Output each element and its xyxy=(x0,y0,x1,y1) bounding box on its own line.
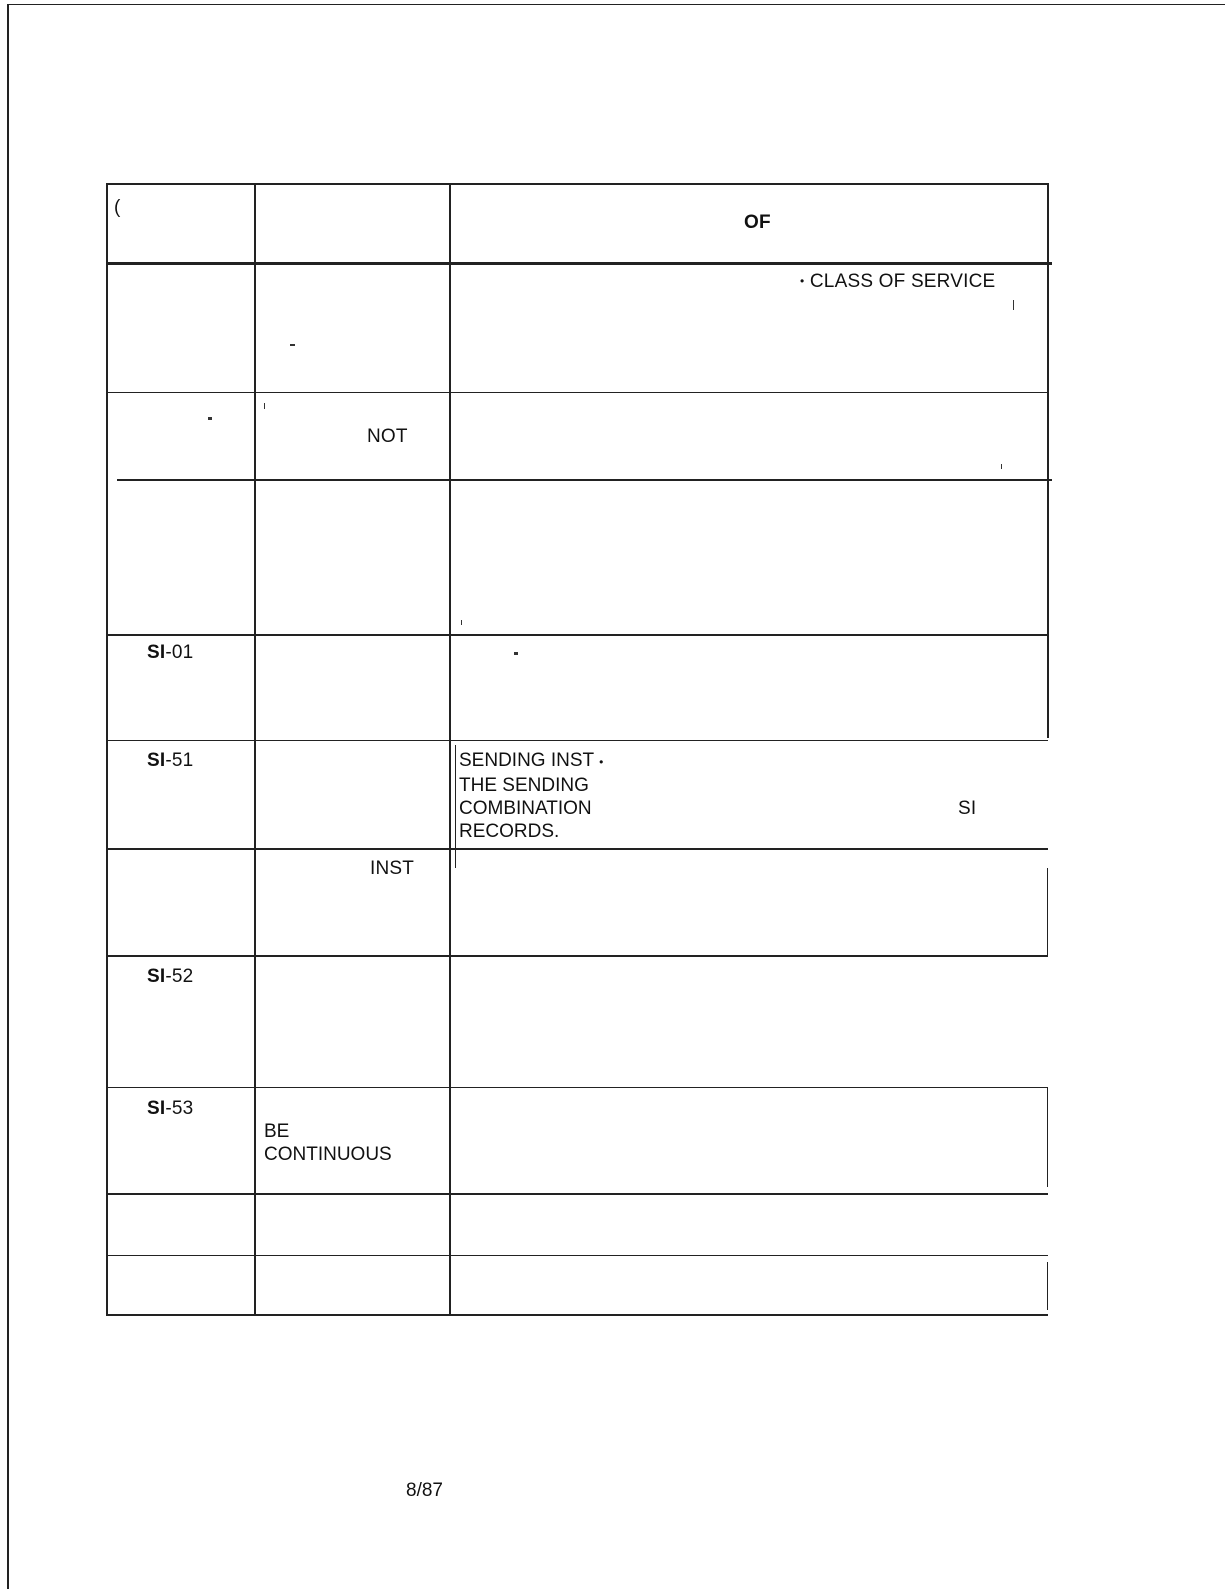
si-52-prefix: SI xyxy=(147,966,166,987)
header-description-title: OF xyxy=(744,212,771,233)
row-divider xyxy=(107,392,1048,393)
class-of-service-text xyxy=(800,271,995,294)
class-of-service-label: CLASS OF SERVICE xyxy=(809,271,996,292)
speck xyxy=(264,403,265,409)
row-divider xyxy=(117,479,1052,481)
si-53-condition-line-1: BE xyxy=(264,1121,290,1142)
table-right-border xyxy=(1047,1087,1048,1187)
si-51-prefix: SI xyxy=(147,750,166,771)
si-53-condition-line-2: CONTINUOUS xyxy=(264,1144,392,1165)
bullet-icon: • xyxy=(800,274,805,288)
header-col1-mark: ( xyxy=(114,197,121,218)
page-border-top xyxy=(7,4,1225,5)
page-border-left xyxy=(7,4,9,1589)
not-condition-text: NOT xyxy=(367,426,408,447)
row-divider xyxy=(107,1193,1048,1195)
si-52-id xyxy=(147,966,193,987)
table-right-border xyxy=(1047,868,1048,956)
table-bottom-border xyxy=(107,1314,1048,1316)
si-51-desc-line-4: RECORDS. xyxy=(459,821,560,842)
table-top-border xyxy=(107,183,1048,185)
si-01-prefix: SI xyxy=(147,642,166,663)
inst-condition-text: INST xyxy=(370,858,415,879)
si-52-suffix: -52 xyxy=(165,966,194,987)
si-53-suffix: -53 xyxy=(165,1098,194,1119)
si-51-desc-right: SI xyxy=(958,798,977,819)
bullet-icon: • xyxy=(599,755,604,769)
si-51-suffix: -51 xyxy=(165,750,194,771)
row-divider xyxy=(107,848,1048,850)
speck xyxy=(208,417,212,420)
table-right-border xyxy=(1047,183,1049,738)
si-53-id xyxy=(147,1098,193,1119)
si-53-condition xyxy=(264,1120,392,1166)
cell-inner-line xyxy=(455,745,456,868)
speck xyxy=(1013,300,1014,310)
speck xyxy=(514,652,518,655)
row-divider xyxy=(107,1255,1048,1256)
si-01-id xyxy=(147,642,193,663)
si-51-desc-line-1: SENDING INST • xyxy=(459,750,604,771)
si-51-desc-line-3: COMBINATION xyxy=(459,798,592,819)
table-left-border xyxy=(106,183,108,1316)
row-divider xyxy=(107,740,1048,741)
column-divider-1 xyxy=(254,183,256,1316)
header-divider xyxy=(107,262,1052,265)
si-51-desc-line-2: THE SENDING xyxy=(459,775,589,796)
speck xyxy=(461,620,462,625)
row-divider xyxy=(107,955,1048,957)
speck xyxy=(1001,464,1002,469)
table-right-border xyxy=(1047,1262,1048,1310)
speck xyxy=(290,344,295,346)
row-divider xyxy=(107,634,1048,636)
column-divider-2 xyxy=(449,183,451,1316)
row-divider xyxy=(107,1087,1048,1088)
si-51-description xyxy=(459,749,603,843)
footer-date: 8/87 xyxy=(406,1480,443,1501)
si-01-suffix: -01 xyxy=(165,642,194,663)
si-53-prefix: SI xyxy=(147,1098,166,1119)
si-51-id xyxy=(147,750,193,771)
